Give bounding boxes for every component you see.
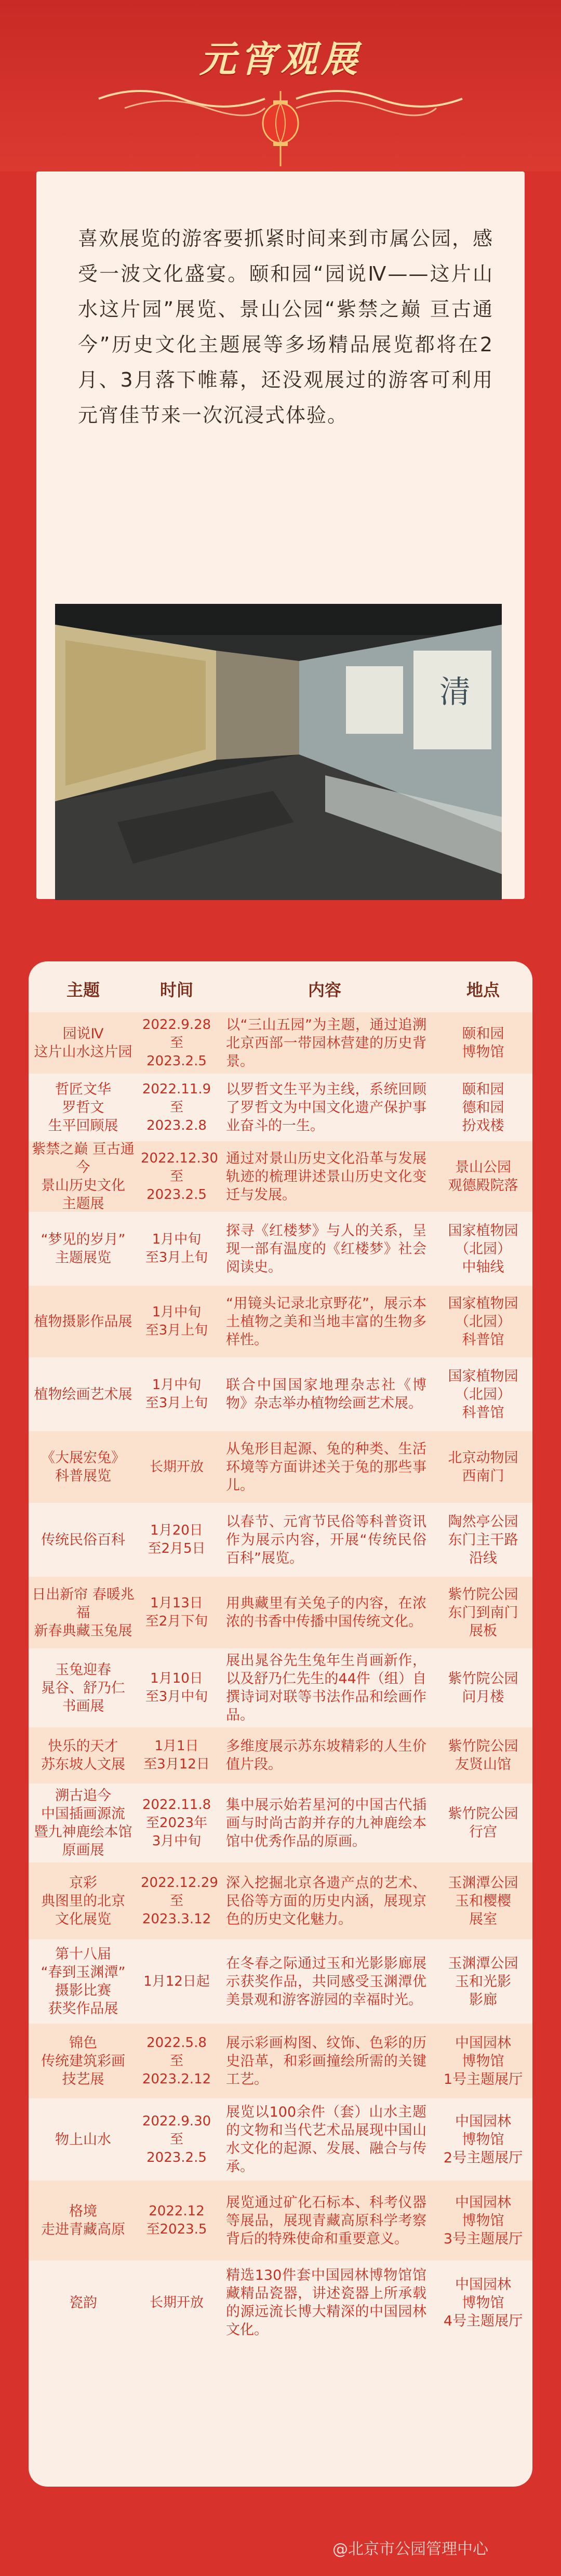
cell-time: 1月10日 至3月中旬 [145, 1671, 208, 1705]
cell-theme: 物上山水 [55, 2131, 111, 2148]
cell-place: 陶然亭公园 东门主干路 沿线 [448, 1513, 518, 1566]
table-row [29, 2179, 532, 2261]
cell-time: 1月中旬 至3月上旬 [145, 1377, 208, 1411]
cell-theme: 《大展宏兔》 科普展览 [41, 1450, 125, 1484]
table-row [29, 1784, 532, 1861]
cell-place: 中国园林 博物馆 4号主题展厅 [443, 2276, 523, 2329]
cell-place: 国家植物园 （北园） 科普馆 [448, 1368, 518, 1421]
cell-time: 1月13日 至2月下旬 [145, 1595, 208, 1629]
table-row [29, 1140, 532, 1212]
cell-place: 北京动物园 西南门 [448, 1450, 518, 1484]
cell-time: 1月中旬 至3月上旬 [145, 1304, 208, 1338]
cell-theme: 植物摄影作品展 [34, 1313, 132, 1330]
intro-paragraph: 喜欢展览的游客要抓紧时间来到市属公园，感受一波文化盛宴。颐和园“园说Ⅳ——这片山水这片园”展览、景山公园“紫禁之巅 亘古通今”历史文化主题展等多场精品展览都将在2月、3月落下帷幕，还没观展过的游客可利用元宵佳节来一次沉浸式体验。 [78, 227, 494, 427]
cell-place: 紫竹院公园 东门到南门 展板 [448, 1586, 518, 1639]
cell-content: 以“三山五园”为主题，通过追溯北京西部一带园林营建的历史背景。 [226, 1016, 426, 1069]
svg-text:清: 清 [439, 674, 471, 710]
cell-content: 以罗哲文生平为主线，系统回顾了罗哲文为中国文化遗产保护事业奋斗的一生。 [226, 1081, 426, 1134]
cell-theme: 玉兔迎春 晁谷、舒乃仁 书画展 [41, 1661, 125, 1714]
cell-place: 颐和园 德和园 扮戏楼 [462, 1081, 504, 1134]
cell-place: 玉渊潭公园 玉和光影 影廊 [448, 1955, 518, 2008]
header [0, 30, 561, 83]
cell-content: 以春节、元宵节民俗等科普资讯作为展示内容，开展“传统民俗百科”展览。 [226, 1513, 426, 1566]
header-theme: 主题 [66, 980, 100, 1000]
header-place: 地点 [466, 980, 500, 1000]
cell-content: 集中展示始若星河的中国古代插画与时尚古韵并存的九神鹿绘本馆中优秀作品的原画。 [226, 1796, 426, 1850]
table-row [29, 1939, 532, 2023]
cell-time: 1月1日 至3月12日 [143, 1738, 210, 1772]
cell-time: 2022.11.9 至2023.2.8 [142, 1081, 211, 1133]
cell-time: 2022.12.29 至2023.3.12 [141, 1874, 218, 1927]
exhibition-table [29, 961, 532, 2487]
table-header [29, 972, 532, 1008]
cell-theme: 锦色 传统建筑彩画 技艺展 [41, 2035, 125, 2088]
cell-theme: 紫禁之巅 亘古通今 景山历史文化 主题展 [32, 1141, 135, 1212]
cell-place: 景山公园 观德殿院落 [448, 1159, 518, 1194]
table-row [29, 1648, 532, 1726]
cell-place: 玉渊潭公园 玉和樱樱 展室 [448, 1874, 518, 1927]
cell-theme: 溯古追今 中国插画源流 暨九神鹿绘本馆 原画展 [34, 1788, 132, 1858]
cell-place: 国家植物园 （北园） 中轴线 [448, 1222, 518, 1275]
cell-content: 精选130件套中国园林博物馆馆藏精品瓷器，讲述瓷器上所承载的源远流长博大精深的中国园林文化。 [226, 2267, 426, 2338]
cell-content: 探寻《红楼梦》与人的关系，呈现一部有温度的《红楼梦》社会阅读史。 [226, 1222, 426, 1275]
cell-content: 用典藏里有关兔子的内容，在浓浓的书香中传播中国传统文化。 [226, 1595, 426, 1630]
cell-place: 中国园林 博物馆 3号主题展厅 [443, 2194, 523, 2247]
cell-theme: 日出新帘 春暖兆福 新春典藏玉兔展 [32, 1586, 135, 1639]
cell-content: 展出晁谷先生兔年生肖画新作，以及舒乃仁先生的44件（组）自撰诗词对联等书法作品和绘画作品。 [226, 1653, 426, 1723]
cell-time: 长期开放 [149, 1459, 204, 1475]
table-row [29, 1503, 532, 1576]
cell-place: 紫竹院公园 友贤山馆 [448, 1738, 518, 1773]
table-row [29, 1011, 532, 1074]
cell-place: 国家植物园 （北园） 科普馆 [448, 1295, 518, 1348]
cell-place: 中国园林 博物馆 1号主题展厅 [443, 2035, 523, 2088]
cell-theme: 格境 走进青藏高原 [41, 2203, 125, 2238]
cell-time: 2022.12.30 至2023.2.5 [141, 1150, 218, 1203]
cell-content: 在冬春之际通过玉和光影影廊展示获奖作品，共同感受玉渊潭优美景观和游客游园的幸福时光。 [226, 1955, 426, 2008]
cell-content: 展示彩画构图、纹饰、色彩的历史沿革，和彩画撞绘所需的关键工艺。 [226, 2035, 426, 2088]
cell-content: 从兔形目起源、兔的种类、生活环境等方面讲述关于兔的那些事儿。 [226, 1441, 426, 1494]
cell-content: 展览以100余件（套）山水主题的文物和当代艺术品展现中国山水文化的起源、发展、融合与传承。 [226, 2104, 426, 2175]
cell-time: 2022.9.28 至2023.2.5 [142, 1016, 211, 1069]
cell-content: 多维度展示苏东坡精彩的人生价值片段。 [226, 1738, 426, 1773]
cell-place: 紫竹院公园 问月楼 [448, 1671, 518, 1705]
table-row [29, 1861, 532, 1939]
cell-time: 1月20日 至2月5日 [148, 1523, 206, 1556]
table-row [29, 1074, 532, 1140]
cell-place: 颐和园 博物馆 [462, 1026, 504, 1060]
cell-theme: 第十八届 “春到玉渊潭” 摄影比赛 获奖作品展 [41, 1946, 126, 2017]
header-time: 时间 [159, 980, 193, 1000]
cell-content: “用镜头记录北京野花”，展示本土植物之美和当地丰富的生物多样性。 [226, 1295, 426, 1348]
cell-theme: 园说Ⅳ 这片山水这片园 [34, 1026, 132, 1060]
table-body [29, 1011, 532, 2344]
cell-theme: 京彩 典图里的北京 文化展览 [41, 1874, 125, 1927]
lantern-icon [261, 91, 300, 166]
cell-theme: 传统民俗百科 [41, 1531, 125, 1548]
cell-theme: 瓷韵 [69, 2294, 97, 2311]
table-row [29, 1726, 532, 1784]
cell-time: 2022.9.30 至2023.2.5 [142, 2113, 211, 2165]
cell-theme: 快乐的天才 苏东坡人文展 [41, 1738, 125, 1773]
table-row [29, 1430, 532, 1503]
cell-time: 1月12日起 [143, 1973, 210, 1989]
table-row [29, 2261, 532, 2344]
table-row [29, 1285, 532, 1357]
cell-place: 紫竹院公园 行宫 [448, 1806, 518, 1840]
cell-place: 中国园林 博物馆 2号主题展厅 [443, 2113, 523, 2166]
cell-time: 1月中旬 至3月上旬 [145, 1232, 208, 1265]
cell-content: 通过对景山历史文化沿革与发展轨迹的梳理讲述景山历史文化变迁与发展。 [226, 1150, 426, 1203]
page-title: 元宵观展 [199, 37, 362, 81]
cell-content: 联合中国国家地理杂志社《博物》杂志举办植物绘画艺术展。 [226, 1377, 426, 1411]
watermark: @北京市公园管理中心 [332, 2540, 488, 2558]
table-row [29, 1212, 532, 1285]
cell-time: 2022.5.8 至2023.2.12 [142, 2035, 211, 2087]
cell-theme: 哲匠文华 罗哲文 生平回顾展 [48, 1081, 118, 1134]
exhibition-photo [55, 604, 502, 900]
table-row [29, 1357, 532, 1430]
cell-theme: “梦见的岁月” 主题展览 [41, 1232, 126, 1266]
table-row [29, 2098, 532, 2179]
header-content: 内容 [308, 980, 341, 1000]
cell-content: 展览通过矿化石标本、科考仪器等展品，展现青藏高原科学考察背后的特殊使命和重要意义。 [226, 2194, 426, 2247]
cell-time: 长期开放 [149, 2294, 204, 2310]
cell-theme: 植物绘画艺术展 [34, 1386, 132, 1403]
table-row [29, 1576, 532, 1648]
cell-time: 2022.12 至2023.5 [146, 2203, 207, 2237]
cell-content: 深入挖掘北京各遗产点的艺术、民俗等方面的历史内涵，展现京色的历史文化魅力。 [226, 1874, 426, 1927]
table-row [29, 2023, 532, 2098]
cell-time: 2022.11.8 至2023年 3月中旬 [142, 1796, 211, 1849]
